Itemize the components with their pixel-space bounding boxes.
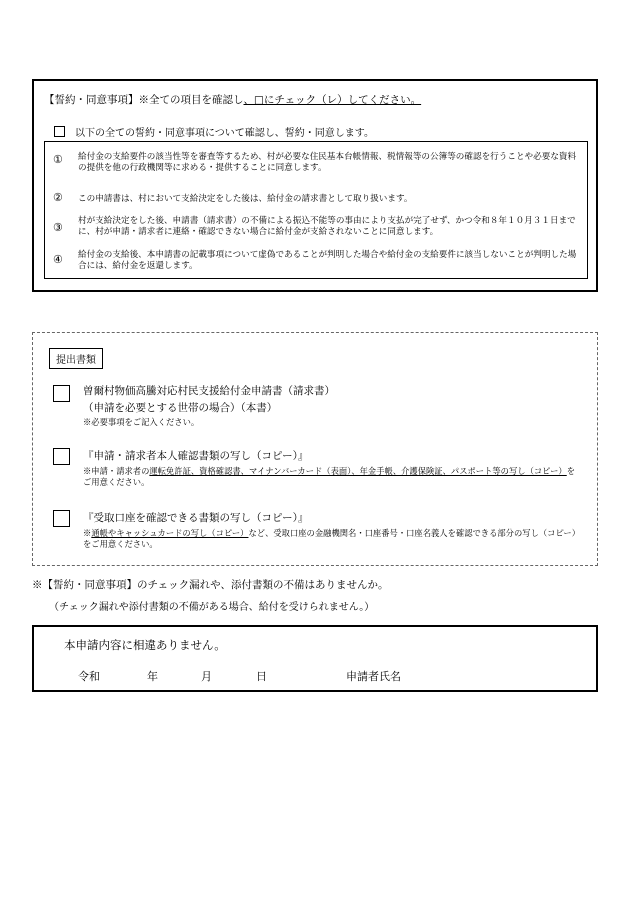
consent-items-box: ① 給付金の支給要件の該当性等を審査等するため、村が必要な住民基本台帳情報、税情報等の公簿等の確認を行うことや必要な資料の提供を他の行政機関等に求める・提供することに同意します。 ② この申請書は、村において支給決定をした後は、給付金の請求書として取り扱います。 ③ 村が支給決定をした後、申請書（請求書）の不備による振込不能等の事由により支払が完了せず、かつ令和８年１０月３１日までに、村が申請・請求者に連絡・確認できない場合に給付金が支給されないことに同意します。 ④ 給付金の支給後、本申請書の記載事項について虚偽であることが判明した場合や給付金の支給要件に該当しないことが判明した場合には、給付金を返還します。 bbox=[44, 141, 588, 279]
warning-line-1: ※【誓約・同意事項】のチェック漏れや、添付書類の不備はありませんか。 bbox=[32, 579, 389, 591]
warning-line-2: （チェック漏れや添付書類の不備がある場合、給付を受けられません。） bbox=[49, 602, 375, 613]
confirmation-statement: 本申請内容に相違ありません。 bbox=[64, 638, 226, 652]
date-era-label: 令和 bbox=[78, 670, 100, 683]
document-3-checkbox[interactable] bbox=[53, 510, 70, 527]
agree-all-checkbox[interactable] bbox=[54, 126, 65, 137]
agree-all-label: 以下の全ての誓約・同意事項について確認し、誓約・同意します。 bbox=[75, 128, 374, 139]
consent-section bbox=[32, 79, 598, 292]
date-month-label: 月 bbox=[201, 670, 212, 683]
document-3-note: ※通帳やキャッシュカードの写し（コピー）など、受取口座の金融機関名・口座番号・口座名義人を確認できる部分の写し（コピー）をご用意ください。 bbox=[83, 528, 576, 549]
document-1-checkbox[interactable] bbox=[53, 385, 70, 402]
document-3-title: 『受取口座を確認できる書類の写し（コピー）』 bbox=[83, 512, 309, 524]
documents-heading: 提出書類 bbox=[49, 348, 103, 369]
document-2-note: ※申請・請求者の運転免許証、資格確認書、マイナンバーカード（表面）、年金手帳、介護保険証、パスポート等の写し（コピー）をご用意ください。 bbox=[83, 466, 576, 487]
documents-section bbox=[32, 332, 598, 566]
applicant-name-label: 申請者氏名 bbox=[346, 670, 401, 683]
document-1-subtitle: （申請を必要とする世帯の場合）（本書） bbox=[83, 402, 278, 414]
document-2-checkbox[interactable] bbox=[53, 448, 70, 465]
signature-section bbox=[32, 625, 598, 692]
consent-heading: 【誓約・同意事項】※全ての項目を確認し、□にチェック（レ）してください。 bbox=[44, 94, 422, 106]
document-1-title: 曽爾村物価高騰対応村民支援給付金申請書（請求書） bbox=[83, 385, 335, 397]
date-day-label: 日 bbox=[256, 670, 267, 683]
agree-all-row bbox=[54, 124, 374, 139]
document-2-title: 『申請・請求者本人確認書類の写し（コピー）』 bbox=[83, 450, 309, 462]
document-1-note: ※必要事項をご記入ください。 bbox=[83, 417, 200, 427]
date-year-label: 年 bbox=[147, 670, 158, 683]
